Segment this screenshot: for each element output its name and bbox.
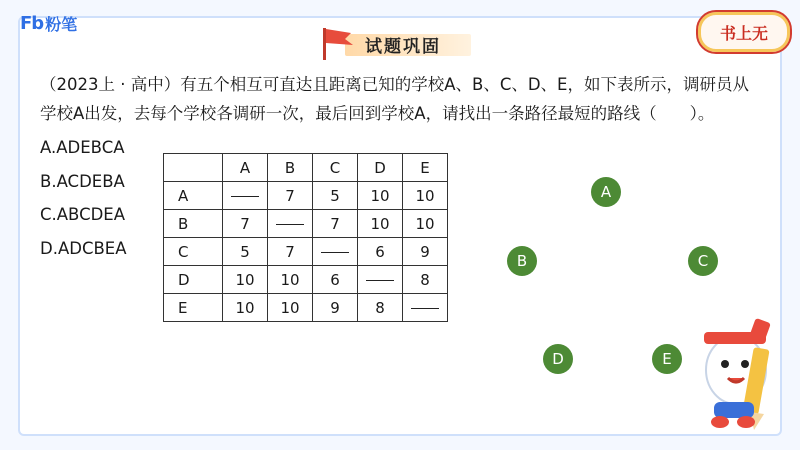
dash-mark bbox=[276, 224, 304, 225]
table-cell: 10 bbox=[268, 266, 313, 294]
table-col-header: D bbox=[358, 154, 403, 182]
table-row-header: D bbox=[164, 266, 223, 294]
table-cell: 9 bbox=[313, 294, 358, 322]
option-b[interactable]: B.ACDEBA bbox=[40, 171, 125, 191]
table-row-header: C bbox=[164, 238, 223, 266]
dash-mark bbox=[411, 308, 439, 309]
dash-mark bbox=[366, 280, 394, 281]
brand-mark: Fb bbox=[20, 13, 44, 34]
table-row-header: E bbox=[164, 294, 223, 322]
table-cell: 7 bbox=[223, 210, 268, 238]
option-d[interactable]: D.ADCBEA bbox=[40, 238, 127, 258]
table-cell: 5 bbox=[313, 182, 358, 210]
table-header-row bbox=[164, 154, 448, 182]
dash-mark bbox=[231, 196, 259, 197]
table-row bbox=[164, 182, 448, 210]
node-b: B bbox=[507, 246, 537, 276]
table-cell-dash bbox=[313, 238, 358, 266]
table-col-header: E bbox=[403, 154, 448, 182]
table-row-header: B bbox=[164, 210, 223, 238]
flag-icon bbox=[315, 26, 359, 60]
brand-name: 粉笔 bbox=[45, 15, 78, 34]
node-d: D bbox=[543, 344, 573, 374]
table-row-header: A bbox=[164, 182, 223, 210]
dash-mark bbox=[321, 252, 349, 253]
table-cell: 7 bbox=[268, 182, 313, 210]
page-title: 试题巩固 bbox=[365, 37, 441, 57]
table-cell-dash bbox=[358, 266, 403, 294]
table-row bbox=[164, 266, 448, 294]
pencil-mascot-icon bbox=[690, 308, 782, 432]
table-cell: 7 bbox=[268, 238, 313, 266]
table-cell: 8 bbox=[358, 294, 403, 322]
question-line-1: （2023上 · 高中）有五个相互可直达且距离已知的学校A、B、C、D、E，如下表所示，调研员从 bbox=[40, 75, 749, 94]
table-row bbox=[164, 294, 448, 322]
table-cell: 6 bbox=[313, 266, 358, 294]
table-col-header: C bbox=[313, 154, 358, 182]
table-cell: 5 bbox=[223, 238, 268, 266]
table-cell-dash bbox=[223, 182, 268, 210]
table-row bbox=[164, 238, 448, 266]
table-cell: 10 bbox=[223, 266, 268, 294]
option-a[interactable]: A.ADEBCA bbox=[40, 138, 125, 157]
table-col-header: B bbox=[268, 154, 313, 182]
answer-options bbox=[40, 131, 127, 265]
table-cell: 8 bbox=[403, 266, 448, 294]
table-cell: 6 bbox=[358, 238, 403, 266]
table-cell: 7 bbox=[313, 210, 358, 238]
node-e: E bbox=[652, 344, 682, 374]
table-row bbox=[164, 210, 448, 238]
brand-logo bbox=[20, 12, 77, 35]
table-cell-dash bbox=[403, 294, 448, 322]
question-line-2: 学校A出发，去每个学校各调研一次，最后回到学校A，请找出一条路径最短的路线（ ）。 bbox=[40, 104, 715, 123]
table-cell: 10 bbox=[268, 294, 313, 322]
title-banner bbox=[315, 24, 475, 60]
table-corner bbox=[164, 154, 223, 182]
table-col-header: A bbox=[223, 154, 268, 182]
table-cell: 9 bbox=[403, 238, 448, 266]
node-a: A bbox=[591, 177, 621, 207]
table-cell: 10 bbox=[403, 182, 448, 210]
table-cell: 10 bbox=[403, 210, 448, 238]
table-cell: 10 bbox=[358, 210, 403, 238]
stamp-badge: 书上无 bbox=[696, 10, 792, 54]
table-cell: 10 bbox=[358, 182, 403, 210]
node-c: C bbox=[688, 246, 718, 276]
option-c[interactable]: C.ABCDEA bbox=[40, 205, 126, 224]
distance-table bbox=[163, 153, 448, 322]
question-text bbox=[40, 70, 770, 128]
table-cell: 10 bbox=[223, 294, 268, 322]
table-cell-dash bbox=[268, 210, 313, 238]
